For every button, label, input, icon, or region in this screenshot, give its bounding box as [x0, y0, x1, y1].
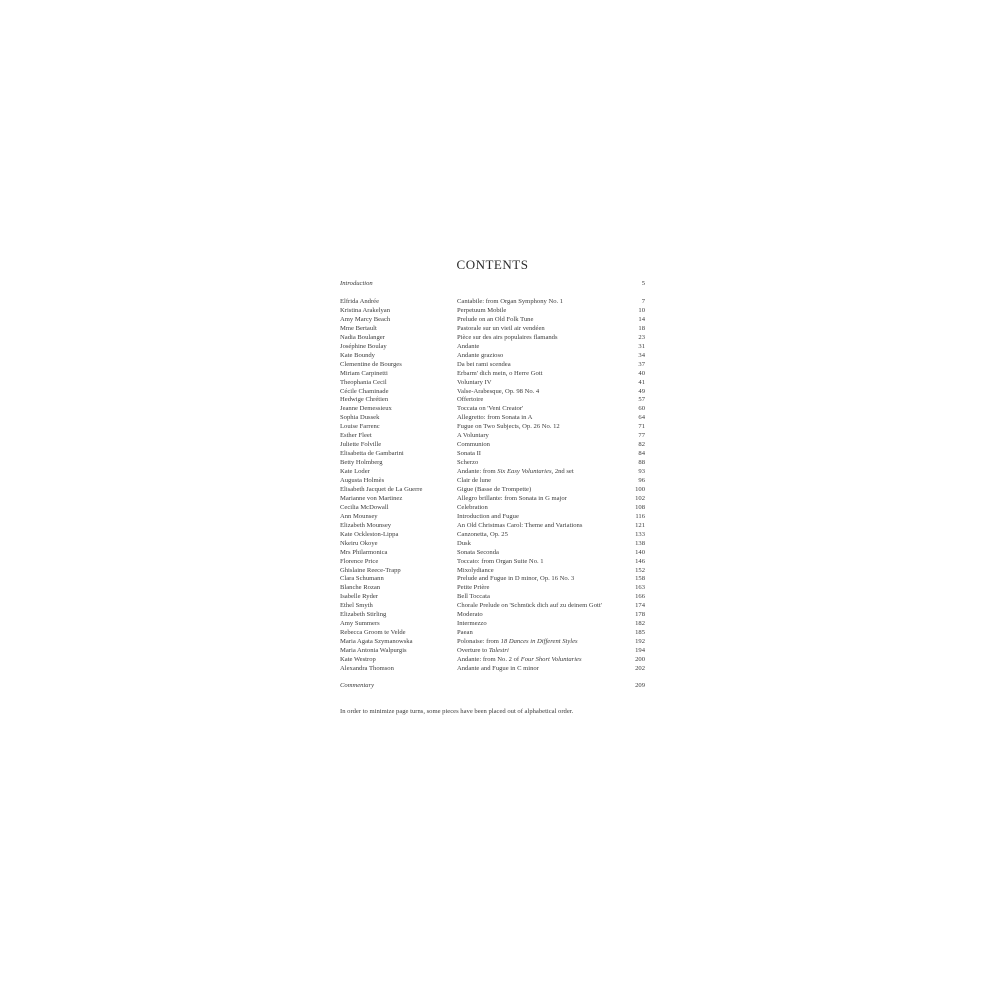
- contents-entry[interactable]: [340, 664, 645, 673]
- contents-entry[interactable]: [340, 467, 645, 476]
- page-number: 116: [635, 512, 645, 520]
- commentary-page: 209: [635, 682, 645, 689]
- introduction-label: Introduction: [340, 280, 373, 287]
- composer-name: Joséphine Boulay: [340, 342, 387, 350]
- composer-name: Esther Fleet: [340, 432, 372, 440]
- piece-title: Mixolydiance: [457, 566, 494, 574]
- piece-title: Offertoire: [457, 396, 484, 404]
- composer-name: Cecilia McDowall: [340, 503, 389, 511]
- composer-name: Rebecca Groom te Velde: [340, 629, 406, 637]
- page-number: 60: [638, 405, 645, 413]
- contents-entry[interactable]: [340, 655, 645, 664]
- page-number: 108: [635, 503, 645, 511]
- page-number: 152: [635, 566, 645, 574]
- page-number: 7: [641, 298, 645, 305]
- page-number: 96: [638, 477, 645, 484]
- page-number: 100: [635, 485, 645, 493]
- page-number: 77: [638, 432, 645, 440]
- piece-title: Andante: [457, 342, 480, 350]
- page-number: 163: [635, 584, 645, 592]
- page-number: 40: [638, 369, 645, 377]
- composer-name: Elizabeth Stirling: [340, 611, 387, 619]
- piece-title: Pièce sur des airs populaires flamands: [457, 333, 558, 341]
- contents-entry[interactable]: [340, 306, 645, 315]
- page-number: 10: [638, 306, 645, 314]
- footnote: In order to minimize page turns, some pieces have been placed out of alphabetical order.: [340, 708, 574, 715]
- contents-entry[interactable]: [340, 351, 645, 360]
- page-number: 64: [638, 414, 645, 422]
- composer-name: Clara Schumann: [340, 575, 384, 583]
- page-number: 194: [635, 647, 645, 655]
- contents-entry[interactable]: [340, 646, 645, 655]
- piece-title: Prelude and Fugue in D minor, Op. 16 No. 3: [457, 575, 575, 583]
- composer-name: Miriam Carpinetti: [340, 369, 388, 377]
- contents-entry[interactable]: [340, 342, 645, 351]
- page-number: 34: [638, 351, 645, 359]
- composer-name: Amy Summers: [340, 620, 380, 628]
- composer-name: Kate Boundy: [340, 351, 375, 359]
- page-number: 14: [638, 315, 645, 323]
- piece-title: Cantabile: from Organ Symphony No. 1: [457, 298, 564, 305]
- piece-title: Communion: [457, 441, 490, 449]
- contents-entry[interactable]: [340, 315, 645, 324]
- piece-title: Intermezzo: [457, 620, 487, 628]
- piece-title: Voluntary IV: [457, 378, 492, 386]
- composer-name: Isabelle Ryder: [340, 593, 379, 601]
- piece-title: Moderato: [457, 611, 483, 619]
- commentary-row[interactable]: [340, 681, 645, 690]
- page-number: 31: [638, 342, 645, 350]
- introduction-row[interactable]: [340, 279, 645, 288]
- page-number: 37: [638, 360, 645, 368]
- contents-entry[interactable]: [340, 333, 645, 342]
- contents-entry[interactable]: [340, 369, 645, 378]
- composer-name: Ethel Smyth: [340, 602, 373, 610]
- page-number: 200: [635, 656, 645, 663]
- contents-entry[interactable]: [340, 431, 645, 440]
- page-number: 138: [635, 539, 645, 547]
- composer-name: Elisabeth Jacquet de La Guerre: [340, 485, 423, 493]
- composer-name: Mrs Philarmonica: [340, 548, 388, 556]
- contents-entry[interactable]: [340, 548, 645, 557]
- contents-entry[interactable]: [340, 404, 645, 413]
- contents-entry[interactable]: [340, 592, 645, 601]
- piece-title: Fugue on Two Subjects, Op. 26 No. 12: [457, 423, 560, 431]
- page-number: 93: [638, 468, 645, 476]
- composer-name: Nkeiru Okoye: [340, 539, 378, 547]
- contents-entry[interactable]: [340, 422, 645, 431]
- contents-entry[interactable]: [340, 503, 645, 512]
- composer-name: Clementine de Bourges: [340, 360, 402, 368]
- contents-entry[interactable]: [340, 628, 645, 637]
- contents-entry[interactable]: [340, 601, 645, 610]
- composer-name: Elisabetta de Gambarini: [340, 450, 404, 458]
- composer-name: Augusta Holmès: [340, 477, 385, 484]
- piece-title: Celebration: [457, 503, 488, 511]
- contents-entry[interactable]: [340, 395, 645, 404]
- composer-name: Elizabeth Mounsey: [340, 521, 392, 529]
- page-number: 178: [635, 611, 645, 619]
- contents-entry[interactable]: [340, 324, 645, 333]
- contents-entry[interactable]: [340, 485, 645, 494]
- composer-name: Kate Loder: [340, 468, 370, 476]
- contents-entry[interactable]: [340, 530, 645, 539]
- composer-name: Maria Antonia Walpurgis: [340, 647, 407, 655]
- piece-title: Overture to Talestri: [457, 647, 509, 655]
- page-number: 84: [638, 450, 645, 458]
- composer-name: Louise Farrenc: [340, 423, 380, 431]
- composer-name: Florence Price: [340, 557, 379, 565]
- contents-entry[interactable]: [340, 610, 645, 619]
- contents-entry[interactable]: [340, 574, 645, 583]
- piece-title: Andante grazioso: [457, 351, 504, 359]
- piece-title: Sonata II: [457, 450, 481, 458]
- contents-entry[interactable]: [340, 521, 645, 530]
- page-number: 158: [635, 575, 645, 583]
- piece-title: Polonaise: from 18 Dances in Different Styles: [457, 638, 578, 646]
- piece-title: A Voluntary: [457, 432, 489, 440]
- piece-title: Toccata on 'Veni Creator': [457, 405, 524, 413]
- piece-title: An Old Christmas Carol: Theme and Variations: [457, 521, 583, 529]
- contents-entry[interactable]: [340, 557, 645, 566]
- page-number: 185: [635, 629, 645, 637]
- composer-name: Cécile Chaminade: [340, 387, 389, 395]
- composer-name: Blanche Rozan: [340, 584, 381, 592]
- piece-title: Allegro brillante: from Sonata in G major: [457, 494, 567, 502]
- contents-entry[interactable]: [340, 378, 645, 387]
- piece-title: Bell Toccata: [457, 593, 490, 601]
- page-number: 57: [638, 396, 645, 404]
- piece-title: Da bei rami scendea: [457, 360, 511, 368]
- page-number: 133: [635, 530, 645, 538]
- piece-title: Andante and Fugue in C minor: [457, 664, 539, 672]
- page-title: CONTENTS: [456, 257, 529, 272]
- composer-name: Juliette Folville: [340, 441, 382, 449]
- page-number: 82: [638, 441, 645, 449]
- contents-entry[interactable]: [340, 637, 645, 646]
- piece-title: Prelude on an Old Folk Tune: [457, 315, 534, 323]
- contents-entry[interactable]: [340, 619, 645, 628]
- composer-name: Maria Agata Szymanowska: [340, 638, 413, 646]
- introduction-page: 5: [641, 280, 645, 287]
- page-number: 202: [635, 664, 645, 672]
- composer-name: Marianne von Martinez: [340, 494, 403, 502]
- page-number: 49: [638, 387, 645, 395]
- piece-title: Allegretto: from Sonata in A: [457, 414, 533, 422]
- composer-name: Ghislaine Reece-Trapp: [340, 566, 401, 574]
- piece-title: Introduction and Fugue: [457, 512, 519, 520]
- composer-name: Alexandra Thomson: [340, 664, 394, 672]
- page-number: 23: [638, 333, 645, 341]
- composer-name: Kristina Arakelyan: [340, 306, 390, 314]
- page-number: 102: [635, 494, 645, 502]
- contents-entry[interactable]: [340, 539, 645, 548]
- composer-name: Kate Ockleston-Lippa: [340, 530, 399, 538]
- piece-title: Canzonetta, Op. 25: [457, 530, 508, 538]
- composer-name: Theophania Cecil: [340, 378, 387, 386]
- contents-entry[interactable]: [340, 583, 645, 592]
- page-number: 18: [638, 324, 645, 332]
- composer-name: Jeanne Demessieux: [340, 405, 392, 413]
- page-number: 88: [638, 459, 645, 467]
- piece-title: Erbarm' dich mein, o Herre Gott: [457, 369, 543, 377]
- page-number: 71: [638, 423, 645, 431]
- piece-title: Chorale Prelude on 'Schmück dich auf zu deinem Gott': [457, 602, 602, 610]
- page-number: 146: [635, 557, 645, 565]
- contents-entry[interactable]: [340, 449, 645, 458]
- piece-title: Paean: [457, 629, 473, 637]
- composer-name: Amy Marcy Beach: [340, 315, 391, 323]
- contents-entry[interactable]: [340, 476, 645, 485]
- piece-title: Sonata Seconda: [457, 548, 499, 556]
- composer-name: Ann Mounsey: [340, 512, 378, 520]
- contents-entry[interactable]: [340, 494, 645, 503]
- piece-title: Valse-Arabesque, Op. 98 No. 4: [457, 387, 540, 395]
- piece-title: Scherzo: [457, 459, 479, 467]
- page-number: 166: [635, 593, 645, 601]
- contents-entry[interactable]: [340, 387, 645, 396]
- page-number: 121: [635, 521, 645, 529]
- page-number: 182: [635, 620, 645, 628]
- page-number: 140: [635, 548, 645, 556]
- composer-name: Mme Bertault: [340, 324, 377, 332]
- piece-title: Dusk: [457, 539, 471, 547]
- piece-title: Gigue (Basse de Trompette): [457, 485, 532, 493]
- page-number: 192: [635, 638, 645, 646]
- contents-entry[interactable]: [340, 440, 645, 449]
- composer-name: Nadia Boulanger: [340, 333, 385, 341]
- contents-entry[interactable]: [340, 413, 645, 422]
- contents-entry[interactable]: [340, 458, 645, 467]
- piece-title: Andante: from No. 2 of Four Short Voluntaries: [457, 656, 582, 663]
- piece-title: Pastorale sur un vieil air vendéen: [457, 324, 545, 332]
- contents-entry[interactable]: [340, 360, 645, 369]
- piece-title: Andante: from Six Easy Voluntaries, 2nd set: [457, 468, 574, 476]
- page-number: 174: [635, 602, 645, 610]
- contents-entry[interactable]: [340, 566, 645, 575]
- page-number: 41: [638, 378, 645, 386]
- composer-name: Sophia Dussek: [340, 414, 380, 422]
- piece-title: Petite Prière: [457, 584, 490, 592]
- piece-title: Clair de lune: [457, 477, 492, 484]
- commentary-label: Commentary: [340, 682, 375, 689]
- composer-name: Kate Westrop: [340, 656, 376, 663]
- contents-entry[interactable]: [340, 512, 645, 521]
- piece-title: Perpetuum Mobile: [457, 306, 507, 314]
- composer-name: Elfrida Andrée: [340, 298, 379, 305]
- composer-name: Hedwige Chrétien: [340, 396, 389, 404]
- composer-name: Betty Holmberg: [340, 459, 383, 467]
- piece-title: Toccato: from Organ Suite No. 1: [457, 557, 544, 565]
- contents-entry[interactable]: [340, 297, 645, 306]
